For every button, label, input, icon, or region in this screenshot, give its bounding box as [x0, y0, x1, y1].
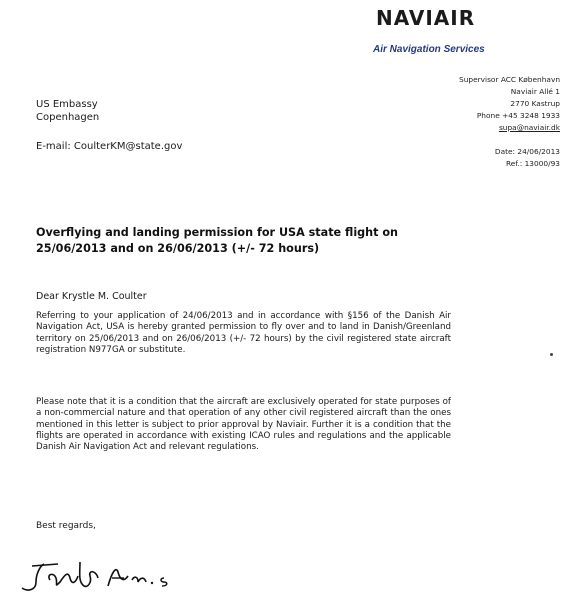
sender-postcode: 2770 Kastrup: [510, 99, 560, 108]
recipient-city: Copenhagen: [36, 112, 100, 123]
recipient-address-block: [36, 98, 99, 124]
body-paragraph-2: Please note that it is a condition that the aircraft are exclusively operated for state purposes of a non-commercial nature and that operation of any other civil registered aircraft than the ones mentioned in this letter is subject to prior approval by Naviair. Further it is a condition that the flights are operated in accordance with existing ICAO rules and regulations and the applicable Danish Air Navigation Act and relevant regulations.: [36, 397, 451, 453]
sender-email: supa@naviair.dk: [498, 123, 560, 132]
handwritten-signature: [14, 552, 204, 598]
recipient-name: US Embassy: [36, 99, 98, 110]
recipient-email: E-mail: CoulterKM@state.gov: [36, 141, 183, 152]
naviair-logo: NAVIAIR: [376, 6, 476, 30]
letterhead-tagline: Air Navigation Services: [373, 44, 485, 55]
letter-subject: Overflying and landing permission for USA state flight on 25/06/2013 and on 26/06/2013 (+/- 72 hours): [36, 226, 399, 255]
sender-address-block: [459, 74, 560, 170]
closing: Best regards,: [36, 521, 96, 531]
sender-department: Supervisor ACC København: [459, 75, 560, 84]
salutation: Dear Krystle M. Coulter: [36, 291, 147, 302]
sender-street: Naviair Allé 1: [510, 87, 560, 96]
sender-phone: Phone +45 3248 1933: [476, 111, 560, 120]
letter-reference: Ref.: 13000/93: [505, 159, 560, 168]
scan-speck: [550, 353, 553, 356]
body-paragraph-1: Referring to your application of 24/06/2013 and in accordance with §156 of the Danish Air Navigation Act, USA is hereby granted permission to fly over and to land in Danish/Greenland territory on 25/06/2013 and on 26/06/2013 (+/- 72 hours) by the civil registered state aircraft registration N977GA or substitute.: [36, 311, 451, 355]
letter-date: Date: 24/06/2013: [494, 147, 560, 156]
